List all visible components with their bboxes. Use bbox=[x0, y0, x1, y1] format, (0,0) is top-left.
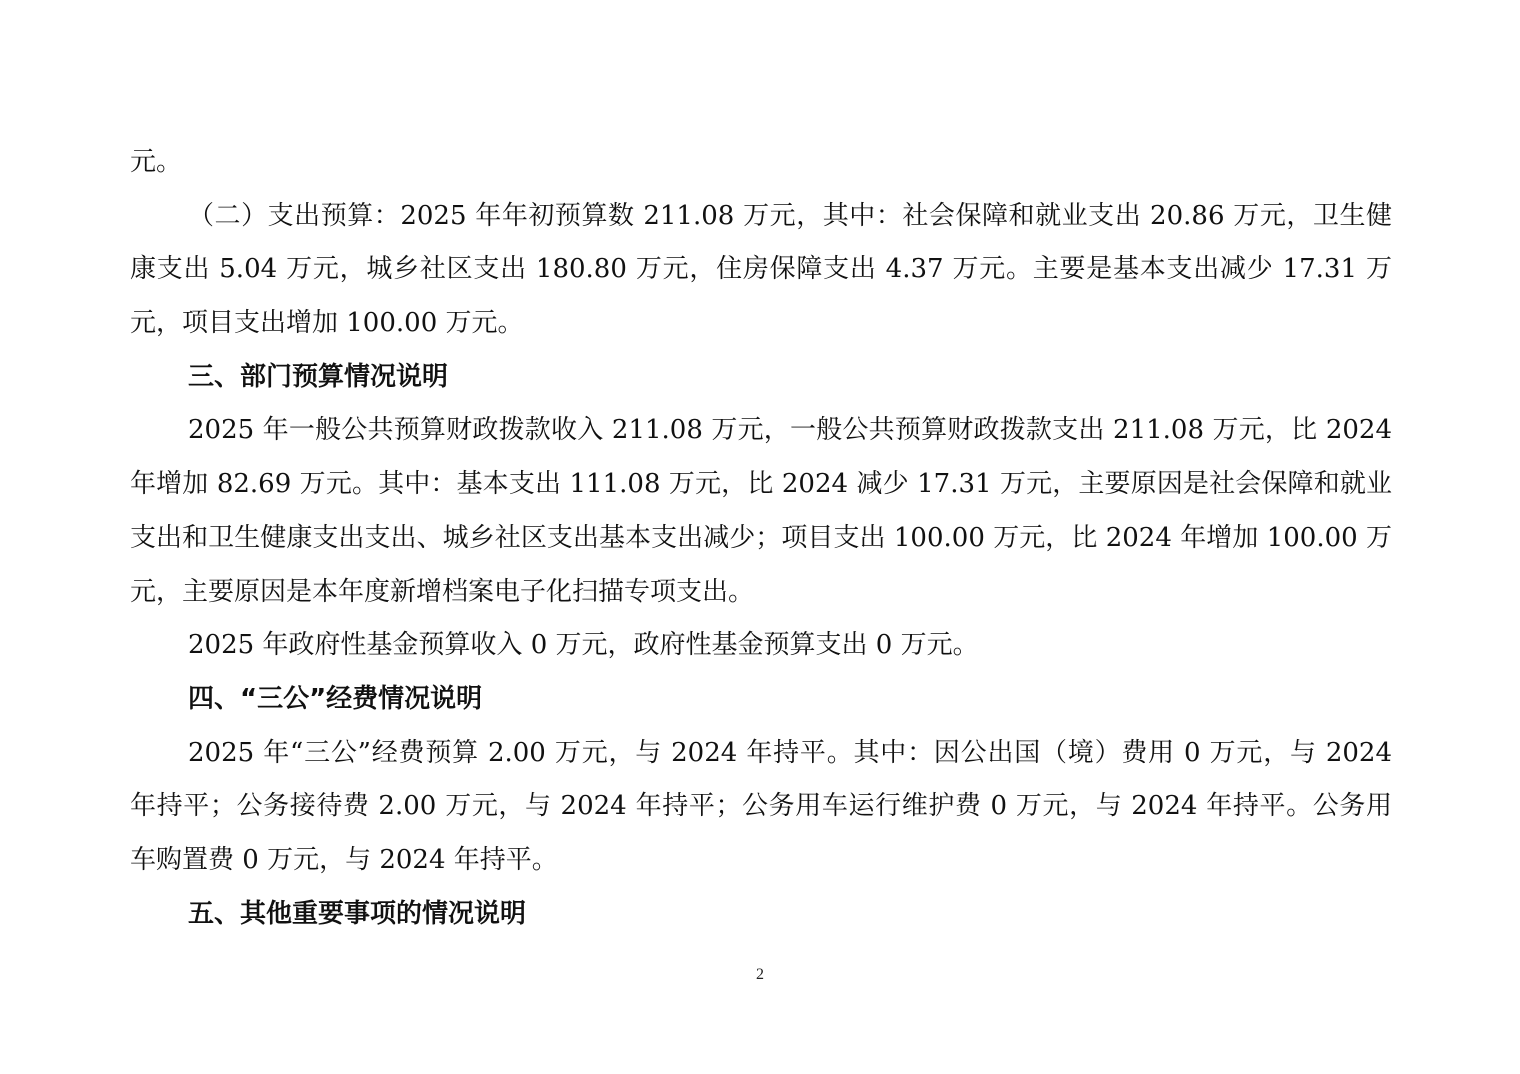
section-heading: 五、其他重要事项的情况说明 bbox=[188, 898, 527, 929]
page-number: 2 bbox=[756, 966, 764, 983]
paragraph-line: 年增加 82.69 万元。其中：基本支出 111.08 万元，比 2024 减少 17.31 万元，主要原因是社会保障和就业 bbox=[130, 469, 1392, 500]
paragraph-line: （二）支出预算：2025 年年初预算数 211.08 万元，其中：社会保障和就业支出 20.86 万元，卫生健 bbox=[188, 200, 1392, 231]
paragraph-line: 元，项目支出增加 100.00 万元。 bbox=[130, 308, 524, 339]
section-heading: 三、部门预算情况说明 bbox=[188, 361, 449, 392]
paragraph-line: 2025 年一般公共预算财政拨款收入 211.08 万元，一般公共预算财政拨款支出 211.08 万元，比 2024 bbox=[188, 415, 1392, 446]
paragraph-line: 车购置费 0 万元，与 2024 年持平。 bbox=[130, 844, 558, 875]
paragraph-line: 年持平；公务接待费 2.00 万元，与 2024 年持平；公务用车运行维护费 0 万元，与 2024 年持平。公务用 bbox=[130, 791, 1392, 822]
document-body bbox=[130, 136, 1392, 941]
section-heading: 四、“三公”经费情况说明 bbox=[188, 683, 483, 714]
paragraph-line: 元。 bbox=[130, 147, 183, 177]
paragraph-line: 支出和卫生健康支出支出、城乡社区支出基本支出减少；项目支出 100.00 万元，比 2024 年增加 100.00 万 bbox=[130, 522, 1392, 553]
paragraph-line: 元，主要原因是本年度新增档案电子化扫描专项支出。 bbox=[130, 576, 755, 607]
paragraph-line: 康支出 5.04 万元，城乡社区支出 180.80 万元，住房保障支出 4.37 万元。主要是基本支出减少 17.31 万 bbox=[130, 254, 1392, 285]
paragraph-line: 2025 年“三公”经费预算 2.00 万元，与 2024 年持平。其中：因公出国（境）费用 0 万元，与 2024 bbox=[188, 737, 1392, 768]
paragraph-line: 2025 年政府性基金预算收入 0 万元，政府性基金预算支出 0 万元。 bbox=[188, 630, 979, 661]
